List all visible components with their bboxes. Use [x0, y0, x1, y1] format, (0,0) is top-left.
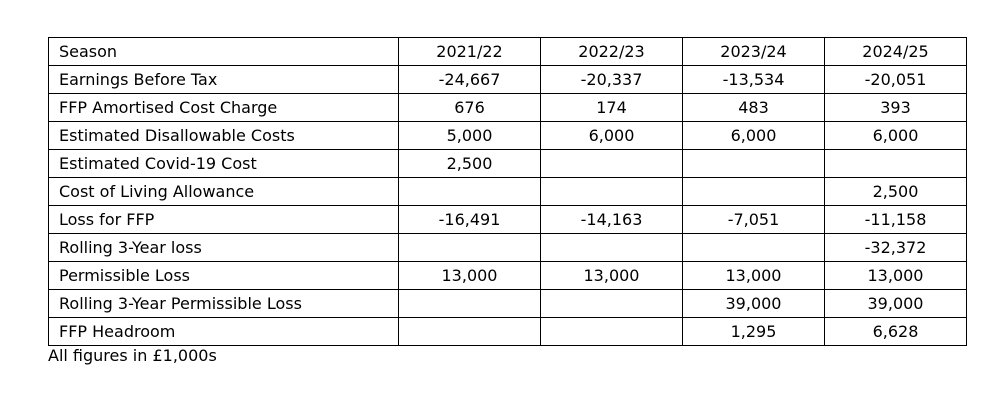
value-cell	[541, 234, 683, 262]
table-row-cost-of-living-allowance	[49, 178, 967, 206]
value-cell: 6,000	[825, 122, 967, 150]
table-row-ffp-headroom	[49, 318, 967, 346]
value-cell: 2,500	[825, 178, 967, 206]
row-label: Loss for FFP	[49, 206, 399, 234]
value-cell: 5,000	[399, 122, 541, 150]
value-cell: 393	[825, 94, 967, 122]
value-cell: 483	[683, 94, 825, 122]
row-label: Cost of Living Allowance	[49, 178, 399, 206]
units-footnote: All figures in £1,000s	[48, 346, 217, 365]
value-cell: -32,372	[825, 234, 967, 262]
value-cell	[683, 150, 825, 178]
table-row-loss-for-ffp	[49, 206, 967, 234]
value-cell	[399, 234, 541, 262]
value-cell	[683, 234, 825, 262]
value-cell	[399, 178, 541, 206]
table-row-permissible-loss	[49, 262, 967, 290]
value-cell: -14,163	[541, 206, 683, 234]
table-row-estimated-covid-19-cost	[49, 150, 967, 178]
row-label: Rolling 3-Year Permissible Loss	[49, 290, 399, 318]
row-label: Estimated Disallowable Costs	[49, 122, 399, 150]
value-cell: -11,158	[825, 206, 967, 234]
row-label: Earnings Before Tax	[49, 66, 399, 94]
value-cell: 6,000	[541, 122, 683, 150]
value-cell: 6,000	[683, 122, 825, 150]
table-row-rolling-3-year-permissible-loss	[49, 290, 967, 318]
value-cell: 39,000	[825, 290, 967, 318]
value-cell	[541, 150, 683, 178]
value-cell: 1,295	[683, 318, 825, 346]
row-label: Estimated Covid-19 Cost	[49, 150, 399, 178]
value-cell	[541, 178, 683, 206]
value-cell	[825, 150, 967, 178]
table-row-estimated-disallowable-costs	[49, 122, 967, 150]
header-cell-season: Season	[49, 38, 399, 66]
value-cell	[683, 178, 825, 206]
value-cell: 13,000	[825, 262, 967, 290]
row-label: Rolling 3-Year loss	[49, 234, 399, 262]
value-cell	[541, 318, 683, 346]
table-row-rolling-3-year-loss	[49, 234, 967, 262]
value-cell: 2,500	[399, 150, 541, 178]
header-cell-2023-24: 2023/24	[683, 38, 825, 66]
row-label: FFP Amortised Cost Charge	[49, 94, 399, 122]
header-cell-2024-25: 2024/25	[825, 38, 967, 66]
value-cell: -13,534	[683, 66, 825, 94]
value-cell: 6,628	[825, 318, 967, 346]
header-cell-2022-23: 2022/23	[541, 38, 683, 66]
row-label: FFP Headroom	[49, 318, 399, 346]
value-cell: -20,051	[825, 66, 967, 94]
value-cell: 13,000	[399, 262, 541, 290]
value-cell: 39,000	[683, 290, 825, 318]
value-cell: -7,051	[683, 206, 825, 234]
value-cell	[399, 318, 541, 346]
value-cell	[541, 290, 683, 318]
value-cell: 13,000	[683, 262, 825, 290]
table-header-row	[49, 38, 967, 66]
row-label: Permissible Loss	[49, 262, 399, 290]
value-cell: -16,491	[399, 206, 541, 234]
value-cell: 13,000	[541, 262, 683, 290]
table-row-earnings-before-tax	[49, 66, 967, 94]
value-cell: 174	[541, 94, 683, 122]
value-cell	[399, 290, 541, 318]
header-cell-2021-22: 2021/22	[399, 38, 541, 66]
value-cell: 676	[399, 94, 541, 122]
value-cell: -24,667	[399, 66, 541, 94]
table-row-ffp-amortised-cost-charge	[49, 94, 967, 122]
value-cell: -20,337	[541, 66, 683, 94]
ffp-table	[48, 37, 967, 346]
